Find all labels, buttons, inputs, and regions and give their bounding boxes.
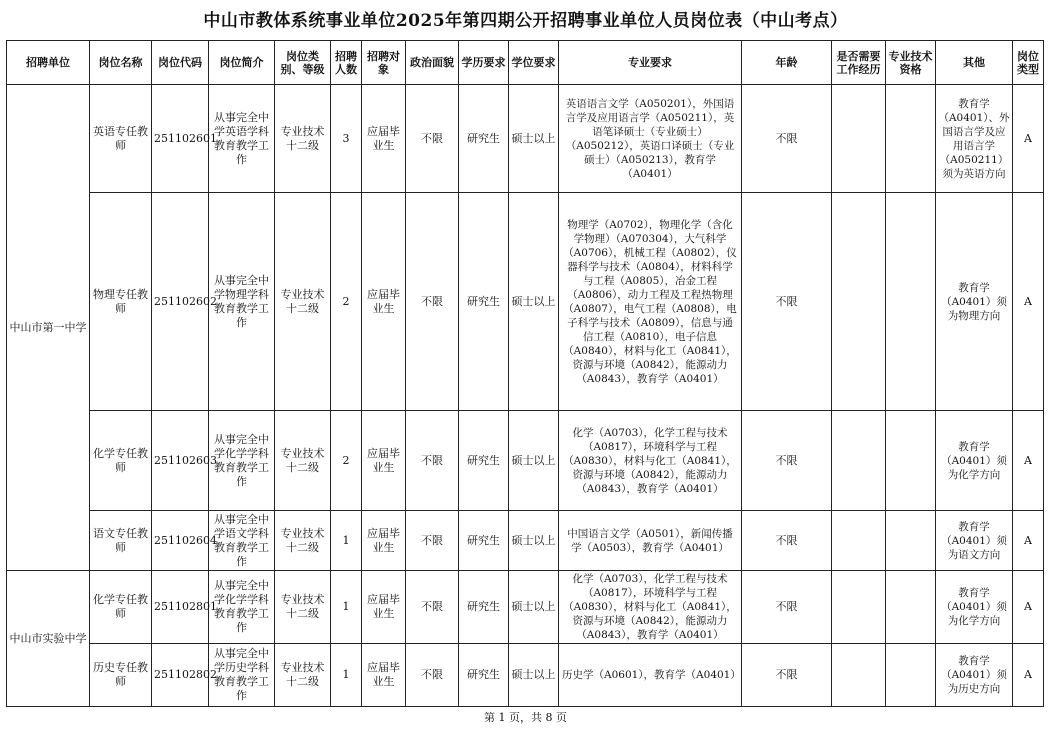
table-row [7, 644, 1044, 707]
position-name: 化学专任教师 [90, 411, 152, 511]
political-status: 不限 [406, 85, 459, 193]
position-category: 专业技术十二级 [275, 511, 331, 571]
position-intro: 从事完全中学英语学科教育教学工作 [209, 85, 275, 193]
other-req: 教育学（A0401）须为物理方向 [936, 193, 1013, 411]
age-req: 不限 [742, 571, 832, 644]
position-code: 251102603 [152, 411, 209, 511]
major-req: 化学（A0703），化学工程与技术（A0817），环境科学与工程（A0830），材料与化工（A0841），资源与环境（A0842），能源动力（A0843），教育学（A0401） [559, 411, 742, 511]
experience-req [832, 85, 886, 193]
political-status: 不限 [406, 571, 459, 644]
position-category: 专业技术十二级 [275, 193, 331, 411]
position-code: 251102801 [152, 571, 209, 644]
position-name: 历史专任教师 [90, 644, 152, 707]
position-name: 物理专任教师 [90, 193, 152, 411]
position-code: 251102802 [152, 644, 209, 707]
table-row [7, 511, 1044, 571]
qualification-req [886, 571, 936, 644]
hire-count: 1 [331, 644, 362, 707]
position-intro: 从事完全中学化学学科教育教学工作 [209, 571, 275, 644]
header-cell: 学历要求 [459, 41, 509, 85]
position-type: A [1013, 644, 1044, 707]
other-req: 教育学（A0401）须为历史方向 [936, 644, 1013, 707]
qualification-req [886, 411, 936, 511]
hire-target: 应届毕业生 [362, 571, 406, 644]
age-req: 不限 [742, 644, 832, 707]
position-category: 专业技术十二级 [275, 644, 331, 707]
political-status: 不限 [406, 193, 459, 411]
position-name: 化学专任教师 [90, 571, 152, 644]
header-cell: 学位要求 [509, 41, 559, 85]
political-status: 不限 [406, 411, 459, 511]
header-cell: 专业要求 [559, 41, 742, 85]
degree-req: 硕士以上 [509, 85, 559, 193]
table-row [7, 411, 1044, 511]
degree-req: 硕士以上 [509, 411, 559, 511]
hire-count: 1 [331, 511, 362, 571]
hire-target: 应届毕业生 [362, 193, 406, 411]
position-intro: 从事完全中学物理学科教育教学工作 [209, 193, 275, 411]
political-status: 不限 [406, 644, 459, 707]
table-row [7, 85, 1044, 193]
header-cell: 岗位代码 [152, 41, 209, 85]
position-type: A [1013, 511, 1044, 571]
position-category: 专业技术十二级 [275, 571, 331, 644]
position-type: A [1013, 193, 1044, 411]
age-req: 不限 [742, 193, 832, 411]
major-req: 中国语言文学（A0501），新闻传播学（A0503），教育学（A0401） [559, 511, 742, 571]
position-name: 英语专任教师 [90, 85, 152, 193]
page-title: 中山市教体系统事业单位2025年第四期公开招聘事业单位人员岗位表（中山考点） [203, 11, 848, 31]
position-code: 251102602 [152, 193, 209, 411]
header-cell: 招聘人数 [331, 41, 362, 85]
position-category: 专业技术十二级 [275, 85, 331, 193]
hire-target: 应届毕业生 [362, 85, 406, 193]
degree-req: 硕士以上 [509, 644, 559, 707]
position-code: 251102604 [152, 511, 209, 571]
position-type: A [1013, 571, 1044, 644]
hire-target: 应届毕业生 [362, 511, 406, 571]
education-req: 研究生 [459, 411, 509, 511]
degree-req: 硕士以上 [509, 193, 559, 411]
hire-count: 2 [331, 193, 362, 411]
education-req: 研究生 [459, 85, 509, 193]
job-table [6, 40, 1044, 707]
age-req: 不限 [742, 85, 832, 193]
qualification-req [886, 644, 936, 707]
header-cell: 岗位名称 [90, 41, 152, 85]
table-row [7, 571, 1044, 644]
other-req: 教育学（A0401）须为语文方向 [936, 511, 1013, 571]
header-cell: 岗位类别、等级 [275, 41, 331, 85]
degree-req: 硕士以上 [509, 571, 559, 644]
major-req: 化学（A0703），化学工程与技术（A0817），环境科学与工程（A0830），材料与化工（A0841），资源与环境（A0842），能源动力（A0843），教育学（A0401） [559, 571, 742, 644]
qualification-req [886, 511, 936, 571]
position-intro: 从事完全中学化学学科教育教学工作 [209, 411, 275, 511]
unit-cell: 中山市实验中学 [7, 571, 90, 707]
degree-req: 硕士以上 [509, 511, 559, 571]
major-req: 英语语言文学（A050201），外国语言学及应用语言学（A050211），英语笔译硕士（专业硕士）（A050212），英语口译硕士（专业硕士）（A050213），教育学（A0401） [559, 85, 742, 193]
other-req: 教育学（A0401）须为化学方向 [936, 571, 1013, 644]
experience-req [832, 411, 886, 511]
position-type: A [1013, 85, 1044, 193]
other-req: 教育学（A0401）须为化学方向 [936, 411, 1013, 511]
position-category: 专业技术十二级 [275, 411, 331, 511]
major-req: 物理学（A0702），物理化学（含化学物理）（A070304），大气科学（A0706），机械工程（A0802），仪器科学与技术（A0804），材料科学与工程（A0805），冶金工程（A0806），动力工程及工程热物理（A0807），电气工程（A0808），电子科学与技术（A0809），信息与通信工程（A0810），电子信息（A0840），材料与化工（A0841），资源与环境（A0842），能源动力（A0843），教育学（A0401） [559, 193, 742, 411]
position-intro: 从事完全中学历史学科教育教学工作 [209, 644, 275, 707]
header-cell: 招聘对象 [362, 41, 406, 85]
qualification-req [886, 193, 936, 411]
education-req: 研究生 [459, 511, 509, 571]
hire-target: 应届毕业生 [362, 644, 406, 707]
position-name: 语文专任教师 [90, 511, 152, 571]
hire-count: 3 [331, 85, 362, 193]
age-req: 不限 [742, 511, 832, 571]
header-cell: 专业技术资格 [886, 41, 936, 85]
other-req: 教育学（A0401）、外国语言学及应用语言学（A050211）须为英语方向 [936, 85, 1013, 193]
header-cell: 是否需要工作经历 [832, 41, 886, 85]
hire-target: 应届毕业生 [362, 411, 406, 511]
hire-count: 2 [331, 411, 362, 511]
header-cell: 招聘单位 [7, 41, 90, 85]
header-cell: 政治面貌 [406, 41, 459, 85]
position-intro: 从事完全中学语文学科教育教学工作 [209, 511, 275, 571]
education-req: 研究生 [459, 571, 509, 644]
position-type: A [1013, 411, 1044, 511]
header-cell: 岗位简介 [209, 41, 275, 85]
education-req: 研究生 [459, 644, 509, 707]
table-header-row [7, 41, 1044, 85]
political-status: 不限 [406, 511, 459, 571]
table-row [7, 193, 1044, 411]
header-cell: 岗位类型 [1013, 41, 1044, 85]
experience-req [832, 511, 886, 571]
major-req: 历史学（A0601），教育学（A0401） [559, 644, 742, 707]
qualification-req [886, 85, 936, 193]
education-req: 研究生 [459, 193, 509, 411]
page-footer: 第 1 页，共 8 页 [484, 711, 567, 724]
experience-req [832, 571, 886, 644]
unit-cell: 中山市第一中学 [7, 85, 90, 571]
header-cell: 年龄 [742, 41, 832, 85]
experience-req [832, 644, 886, 707]
header-cell: 其他 [936, 41, 1013, 85]
position-code: 251102601 [152, 85, 209, 193]
hire-count: 1 [331, 571, 362, 644]
age-req: 不限 [742, 411, 832, 511]
experience-req [832, 193, 886, 411]
